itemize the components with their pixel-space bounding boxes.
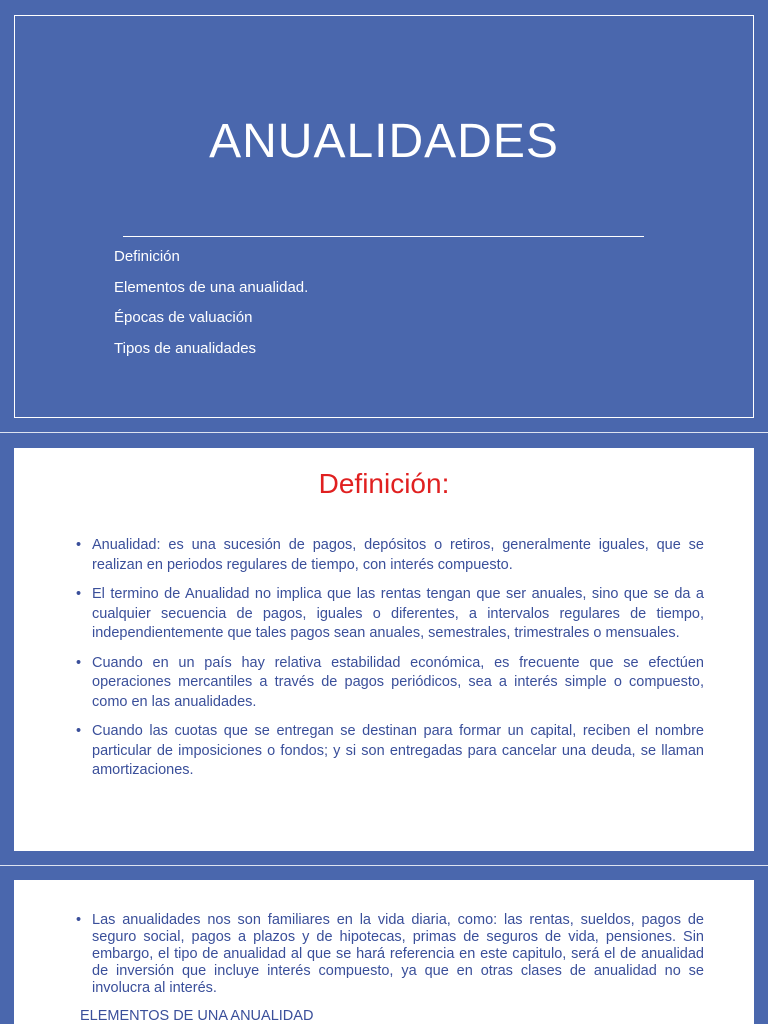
definition-bullets bbox=[76, 536, 704, 791]
slide-separator bbox=[0, 432, 768, 433]
bullet-icon: • bbox=[76, 537, 82, 553]
elements-bullets bbox=[76, 912, 704, 997]
bullet-item: • Cuando las cuotas que se entregan se destinan para formar un capital, reciben el nombre particular de imposiciones o fondos; y si son entregadas para cancelar una deuda, se llaman amortizaciones. bbox=[76, 723, 704, 778]
bullet-icon: • bbox=[76, 723, 82, 739]
title-slide bbox=[14, 15, 754, 418]
agenda-item: Épocas de valuación bbox=[114, 309, 253, 326]
elements-slide bbox=[14, 880, 754, 1024]
bullet-item: • El termino de Anualidad no implica que las rentas tengan que ser anuales, sino que se da a cualquier secuencia de pagos, iguales o diferentes, a intervalos regulares de tiempo, independientemente que tales pagos sean anuales, semestrales, trimestrales o mensuales. bbox=[76, 586, 704, 641]
bullet-icon: • bbox=[76, 586, 82, 602]
definition-title: Definición: bbox=[318, 468, 450, 499]
bullet-item: • Anualidad: es una sucesión de pagos, depósitos o retiros, generalmente iguales, que se realizan en periodos regulares de tiempo, con interés compuesto. bbox=[76, 537, 704, 573]
bullet-item: • Las anualidades nos son familiares en la vida diaria, como: las rentas, sueldos, pagos de seguro social, pagos a plazos y de hipotecas, primas de seguros de vida, pensiones. Sin embargo, el tipo de anualidad al que se hará referencia en este capitulo, será el de anualidad de inversión que incluye interés compuesto, ya que en otras clases de anualidad no se involucra al interés. bbox=[76, 912, 704, 996]
definition-slide bbox=[14, 448, 754, 851]
agenda-item: Tipos de anualidades bbox=[114, 339, 257, 357]
agenda-item: Definición bbox=[114, 248, 180, 265]
bullet-icon: • bbox=[76, 654, 82, 671]
bullet-icon: • bbox=[76, 912, 82, 928]
title-divider bbox=[123, 236, 644, 237]
slide-title: ANUALIDADES bbox=[209, 115, 559, 168]
slide-separator bbox=[0, 865, 768, 866]
agenda-item: Elementos de una anualidad. bbox=[114, 278, 309, 296]
agenda-list bbox=[114, 247, 308, 369]
bullet-item: • Cuando en un país hay relativa estabilidad económica, es frecuente que se efectúen operaciones mercantiles a través de pagos periódicos, sea a interés simple o compuesto, como en las anualidades. bbox=[76, 654, 704, 710]
elements-subheading: ELEMENTOS DE UNA ANUALIDAD bbox=[80, 1008, 314, 1024]
